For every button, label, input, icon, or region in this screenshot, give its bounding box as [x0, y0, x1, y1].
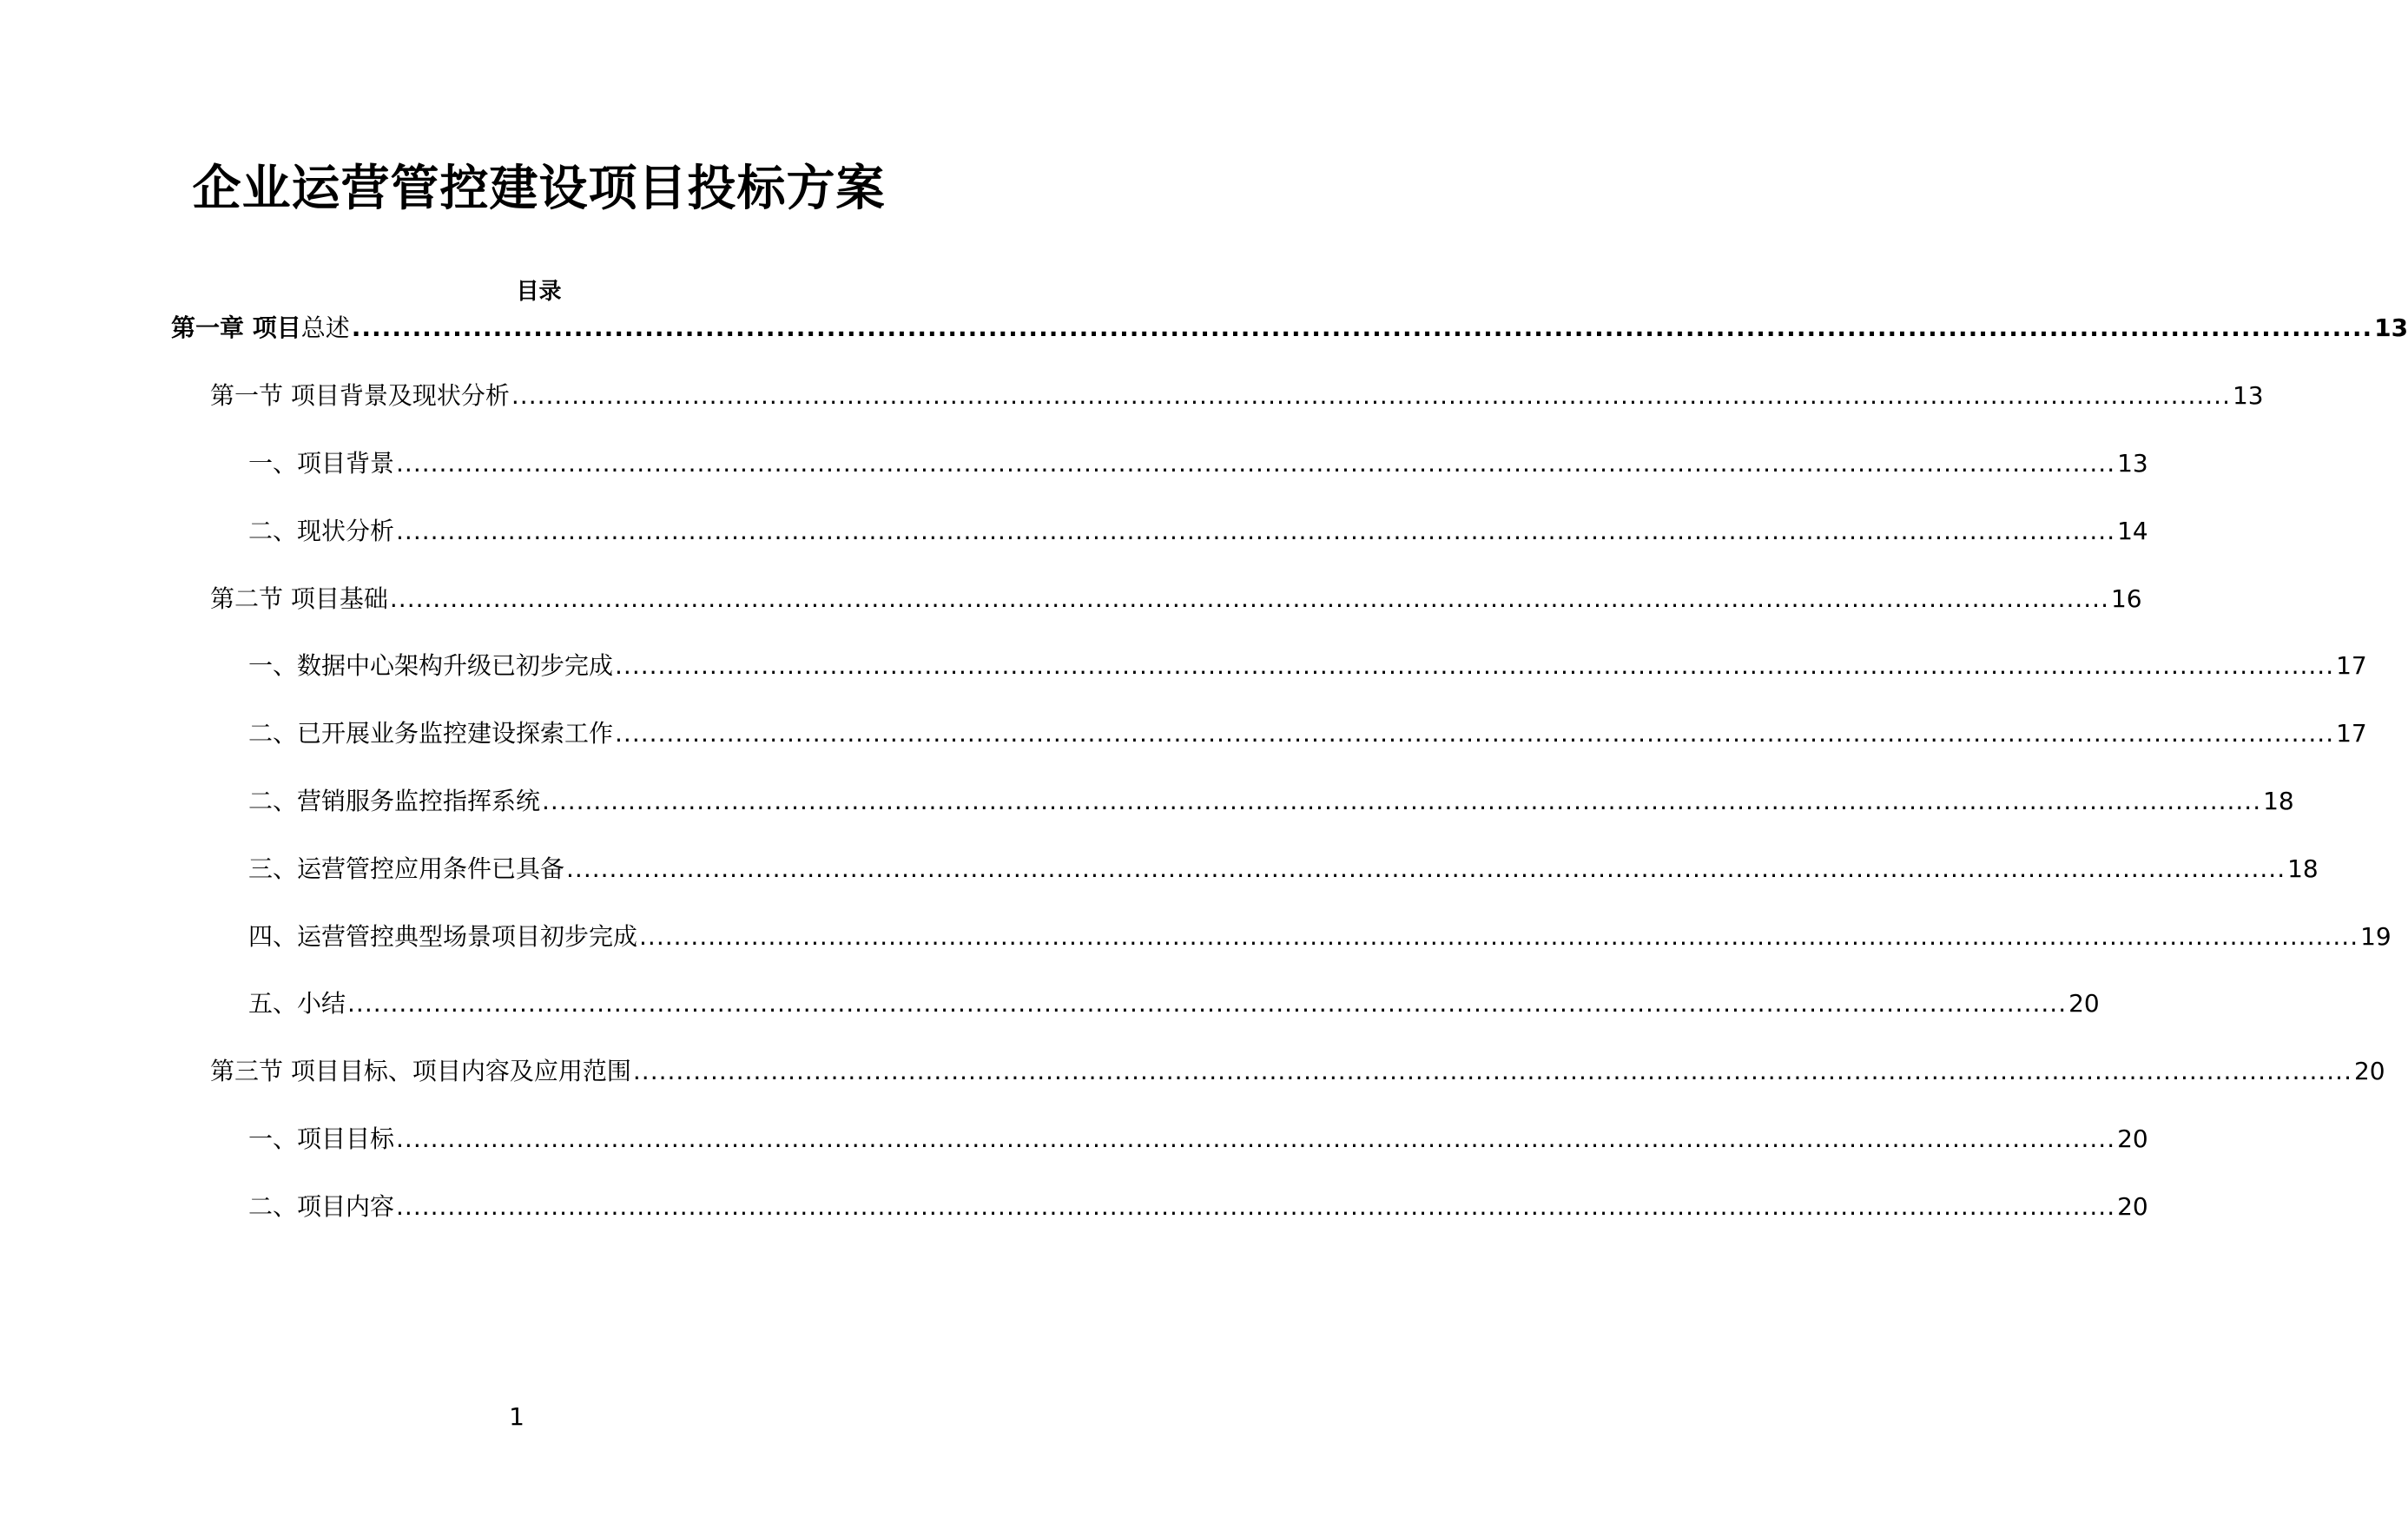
- dot-leader: ........................................................................................................................................................................................................: [632, 1057, 2352, 1085]
- toc-entry-label: 第二节 项目基础: [210, 584, 388, 613]
- toc-heading: 目录: [516, 279, 562, 305]
- toc-entry-item[interactable]: [248, 649, 2367, 683]
- toc-entry-label: 第三节 项目目标、项目内容及应用范围: [210, 1057, 631, 1085]
- dot-leader: ........................................................................................................................................................................................................: [347, 989, 2068, 1018]
- toc-entry-label: 四、运营管控典型场景项目初步完成: [248, 922, 638, 951]
- toc-entry-label: [171, 311, 350, 346]
- dot-leader: ........................................................................................................................................................................................................: [639, 922, 2359, 951]
- toc-entry-label: 三、运营管控应用条件已具备: [248, 854, 565, 883]
- toc-entry-label: 一、项目目标: [248, 1124, 395, 1153]
- toc-entry-page: 19: [2360, 922, 2392, 951]
- toc-entry-label: 一、数据中心架构升级已初步完成: [248, 651, 614, 680]
- toc-entry-section-2[interactable]: [210, 582, 2142, 616]
- toc-entry-item[interactable]: [248, 716, 2367, 751]
- toc-entry-item[interactable]: [248, 784, 2294, 819]
- toc-entry-label: 二、项目内容: [248, 1192, 395, 1221]
- toc-entry-page: 13: [2374, 313, 2408, 342]
- toc-entry-page: 18: [2287, 854, 2319, 883]
- toc-entry-chapter-1[interactable]: [171, 311, 2408, 346]
- dot-leader: ........................................................................................................................................................................................................: [396, 1192, 2116, 1221]
- dot-leader: ........................................................................................................................................................................................................: [566, 854, 2286, 883]
- dot-leader: ........................................................................................................................................................................................................: [396, 517, 2116, 545]
- toc-entry-page: 20: [2117, 1124, 2148, 1153]
- toc-entry-label: 二、营销服务监控指挥系统: [248, 787, 541, 815]
- toc-entry-label: 第一节 项目背景及现状分析: [210, 381, 510, 410]
- toc-entry-label: 二、已开展业务监控建设探索工作: [248, 719, 614, 748]
- toc-entry-item[interactable]: [248, 514, 2148, 549]
- document-title: 企业运营管控建设项目投标方案: [192, 161, 886, 217]
- toc-entry-item[interactable]: [248, 1190, 2148, 1224]
- toc-entry-item[interactable]: [248, 986, 2100, 1021]
- toc-entry-page: 13: [2117, 449, 2148, 478]
- toc-entry-page: 18: [2263, 787, 2294, 815]
- toc-entry-label-bold: 第一章 项目: [171, 313, 301, 342]
- dot-leader: ........................................................................................................................................................................................................: [389, 584, 2109, 613]
- toc-entry-page: 14: [2117, 517, 2148, 545]
- toc-entry-label: 二、现状分析: [248, 517, 395, 545]
- toc-entry-page: 13: [2232, 381, 2264, 410]
- toc-entry-label-rest: 总述: [300, 313, 350, 342]
- dot-leader: ........................................................................................................................................................................................................: [396, 1124, 2116, 1153]
- toc-entry-section-1[interactable]: [210, 379, 2264, 413]
- page-number: 1: [509, 1402, 524, 1431]
- dot-leader: ........................................................................................................................................................................................................: [615, 651, 2335, 680]
- toc-entry-page: 17: [2336, 651, 2367, 680]
- toc-entry-page: 16: [2110, 584, 2142, 613]
- toc-entry-label: 五、小结: [248, 989, 346, 1018]
- toc-entry-item[interactable]: [248, 920, 2392, 954]
- toc-entry-section-3[interactable]: [210, 1054, 2385, 1089]
- dot-leader: ........................................................................................................................................................................................................: [351, 313, 2373, 342]
- toc-entry-page: 20: [2068, 989, 2100, 1018]
- dot-leader: ........................................................................................................................................................................................................: [511, 381, 2231, 410]
- dot-leader: ........................................................................................................................................................................................................: [396, 449, 2116, 478]
- toc-entry-item[interactable]: [248, 446, 2148, 481]
- dot-leader: ........................................................................................................................................................................................................: [542, 787, 2262, 815]
- dot-leader: ........................................................................................................................................................................................................: [615, 719, 2335, 748]
- toc-entry-item[interactable]: [248, 1122, 2148, 1157]
- toc-entry-page: 20: [2353, 1057, 2385, 1085]
- toc-entry-label: 一、项目背景: [248, 449, 395, 478]
- toc-entry-page: 17: [2336, 719, 2367, 748]
- toc-entry-item[interactable]: [248, 852, 2319, 887]
- toc-entry-page: 20: [2117, 1192, 2148, 1221]
